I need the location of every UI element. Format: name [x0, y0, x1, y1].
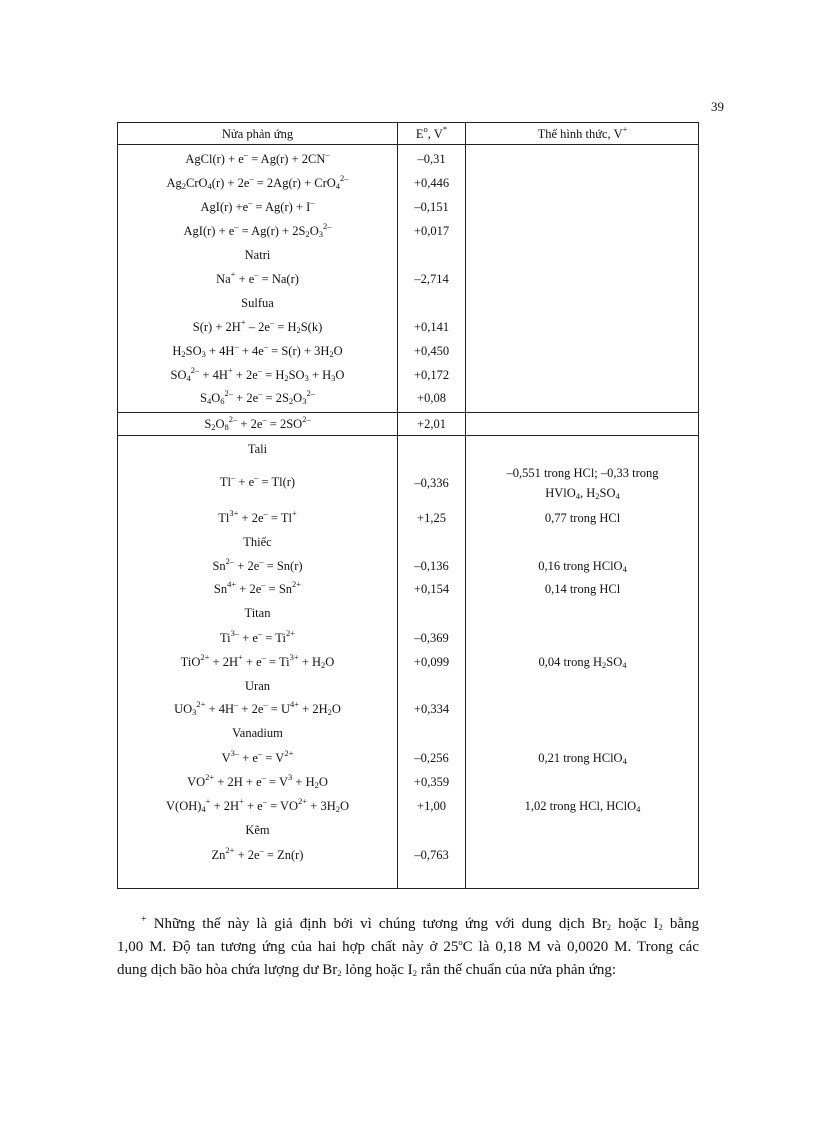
table-row-reaction: $Sn^{2-} + 2e^- = Sn(r)$: [212, 556, 303, 573]
table-row-reaction: $V(OH)_4^+ + 2H^+ + e^- = VO^{2+} + 3H_2O$: [166, 796, 349, 814]
formal-line-2: HVlO$_4$, $H_2SO_4$: [545, 486, 620, 501]
footnote-line-3: dung dịch bão hòa chứa lượng dư $Br_2$ lỏng hoặc $I_2$ rắn thế chuẩn của nửa phản ứng:: [117, 962, 617, 978]
table-row-e0: –0,151: [414, 200, 449, 214]
table-row-reaction: $S(r) + 2H^+ - 2e^- = H_2S(k)$: [192, 317, 323, 335]
table-row-e0: +0,08: [417, 391, 446, 405]
table-row-e0: –0,336: [414, 476, 449, 490]
table-row-e0: +0,141: [413, 320, 450, 334]
section-label-sulfua: Sulfua: [241, 296, 274, 310]
table-row-formal: 1,02 trong HCl, HClO$_4$: [524, 799, 641, 814]
formal-line-1: –0,551 trong HCl; –0,33 trong: [506, 466, 659, 480]
table-row-reaction: $Zn^{2+} + 2e^- = Zn(r)$: [211, 845, 304, 862]
table-row-e0: –0,256: [414, 751, 449, 765]
section-label-natri: Natri: [244, 248, 271, 262]
table-row-e0: +0,099: [413, 655, 450, 669]
table-row-e0: +1,25: [417, 511, 446, 525]
table-row-e0: +1,00: [417, 799, 446, 813]
header-formal-sup: +: [622, 124, 628, 134]
table-row-reaction: $Sn^{4+} + 2e^- = Sn^{2+}$: [213, 579, 302, 596]
row-divider: [118, 412, 698, 413]
header-divider: [118, 144, 698, 145]
table-row-reaction: $TiO^{2+} + 2H^+ + e^- = Ti^{3+} + H_2O$: [180, 652, 335, 670]
column-divider: [465, 123, 466, 888]
standard-potentials-table: [117, 122, 699, 889]
table-row-formal: 0,77 trong HCl: [544, 511, 621, 525]
section-label-kem: Kẽm: [245, 823, 270, 837]
header-half-reaction: Nửa phản ứng: [221, 127, 294, 141]
table-row-reaction: $Tl^{3+} + 2e^- = Tl^+$: [218, 508, 297, 525]
table-row-e0: +0,172: [413, 368, 450, 382]
table-row-e0: –0,763: [414, 848, 449, 862]
table-row-reaction: $UO_3^{2+} + 4H^- + 2e^- = U^{4+} + 2H_2O$: [174, 699, 341, 717]
table-row-e0: +0,154: [413, 582, 450, 596]
section-label-thiec: Thiếc: [243, 535, 272, 549]
table-row-reaction: $H_2SO_3 + 4H^- + 4e^- = S(r) + 3H_2O$: [172, 341, 343, 359]
table-row-e0: +0,446: [413, 176, 450, 190]
table-row-formal: 0,21 trong HClO$_4$: [538, 751, 627, 766]
footnote-line-2: 1,00 M. Độ tan tương ứng của hai hợp chất này ở 25$^o$C là 0,18 M và 0,0020 M. Trong các: [117, 937, 700, 955]
table-row-e0: +2,01: [417, 417, 446, 431]
table-row-reaction: $Ag_2CrO_4(r) + 2e^- = 2Ag(r) + CrO_4^{2-}$: [166, 173, 349, 191]
table-row-reaction: $V^{3-} + e^- = V^{2+}$: [221, 748, 294, 765]
table-row-reaction: $VO^{2+} + 2H + e^- = V^3 + H_2O$: [187, 772, 328, 790]
footnote: [117, 913, 699, 982]
header-e0-rest: , V: [427, 127, 443, 141]
header-e0-sup: o: [423, 124, 428, 134]
footnote-mark: +: [141, 914, 147, 925]
table-row-e0: +0,450: [413, 344, 450, 358]
section-label-tali: Tali: [247, 442, 268, 456]
header-standard-potential: [398, 126, 465, 142]
table-row-reaction: $Ti^{3-} + e^- = Ti^{2+}$: [219, 628, 296, 645]
header-formal-potential: [466, 126, 699, 142]
table-row-e0: –0,31: [417, 152, 446, 166]
header-formal-label: Thế hình thức, V: [537, 127, 623, 141]
table-row-e0: +0,334: [413, 702, 450, 716]
table-row-e0: –0,136: [414, 559, 449, 573]
table-row-reaction: Tl– + e– = Tl(r): [219, 472, 296, 489]
table-row-reaction: $S_4O_6^{2-} + 2e^- = 2S_2O_3^{2-}$: [200, 388, 315, 406]
section-label-vanadium: Vanadium: [232, 726, 283, 740]
table-row-formal: 0,14 trong HCl: [544, 582, 621, 596]
table-row-e0: –2,714: [414, 272, 449, 286]
table-row-e0: –0,369: [414, 631, 449, 645]
table-row-reaction: $AgI(r) + e^- = Ag(r) + 2S_2O_3^{2-}$: [183, 221, 332, 239]
table-row-reaction: $SO_4^{2-} + 4H^+ + 2e^- = H_2SO_3 + H_3O$: [170, 365, 345, 383]
table-row-e0: +0,017: [413, 224, 450, 238]
table-row-formal: 0,16 trong HClO$_4$: [538, 559, 627, 574]
table-row-formal: [466, 465, 699, 501]
header-e0-star: *: [442, 124, 448, 134]
section-label-uran: Uran: [245, 679, 270, 693]
table-row-reaction: Na+ + e– = Na(r): [216, 269, 299, 286]
page-number: 39: [711, 99, 724, 114]
footnote-line-1: + Những thế này là giả định bởi vì chúng tương ứng với dung dịch $Br_2$ hoặc $I_2$ bằng: [141, 914, 699, 932]
header-e0-base: E: [415, 127, 424, 141]
table-row-reaction: AgCl(r) + e– = Ag(r) + 2CN–: [185, 149, 330, 166]
table-row-reaction: $S_2O_8^{2-} + 2e^- = 2SO^{2-}$: [204, 414, 311, 432]
table-row-e0: +0,359: [413, 775, 450, 789]
section-label-titan: Titan: [244, 606, 271, 620]
row-divider: [118, 435, 698, 436]
table-row-formal: 0,04 trong $H_2SO_4$: [538, 655, 627, 670]
table-row-reaction: AgI(r) +e– = Ag(r) + I–: [200, 197, 315, 214]
